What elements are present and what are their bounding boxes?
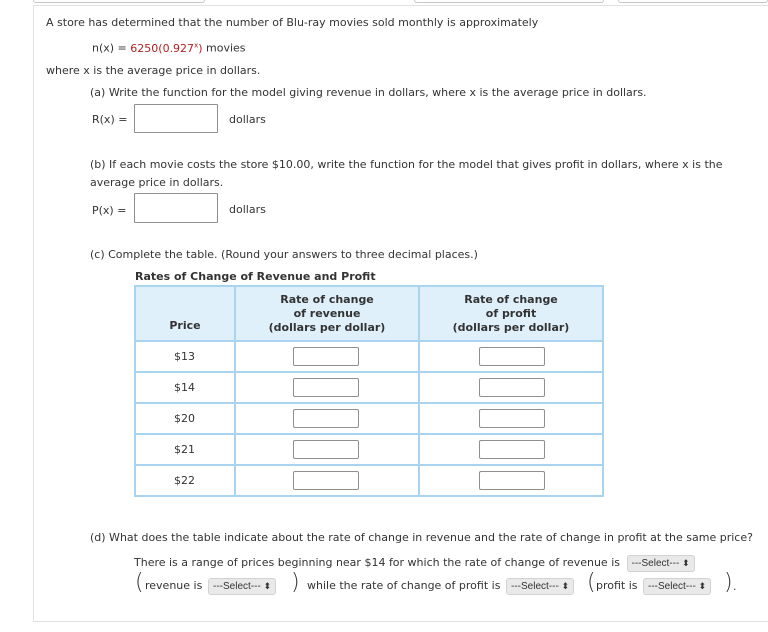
part-a-question: (a) Write the function for the model giving revenue in dollars, where x is the average price in dollars.: [90, 86, 647, 99]
profit-value-select[interactable]: ---Select--- ⬍: [643, 578, 711, 595]
chevron-updown-icon: ⬍: [682, 558, 690, 568]
intro-text: A store has determined that the number of Blu-ray movies sold monthly is approximately: [46, 16, 539, 29]
end-period: .: [733, 580, 737, 593]
tab-strip-middle: [414, 0, 604, 3]
revenue-rate-input[interactable]: [293, 409, 359, 428]
intro-where: where x is the average price in dollars.: [46, 64, 261, 77]
formula-line: [92, 41, 246, 55]
open-paren-profit: (: [587, 570, 596, 595]
table-row: [135, 372, 603, 403]
tab-strip-right: [618, 0, 768, 3]
close-paren-revenue: ): [291, 570, 300, 595]
header-profit: Rate of change of profit (dollars per dollar): [419, 286, 603, 341]
profit-unit: dollars: [229, 203, 266, 216]
price-cell: $20: [174, 412, 195, 425]
chevron-updown-icon: ⬍: [561, 581, 570, 591]
table-row: [135, 341, 603, 372]
header-price: Price: [135, 286, 235, 341]
revenue-unit: dollars: [229, 113, 266, 126]
profit-rate-input[interactable]: [479, 347, 545, 366]
profit-rate-input[interactable]: [479, 378, 545, 397]
sentence-start: There is a range of prices beginning near $14 for which the rate of change of revenue is: [134, 556, 620, 569]
profit-function-input[interactable]: [134, 193, 218, 223]
price-cell: $13: [174, 350, 195, 363]
profit-rate-input[interactable]: [479, 440, 545, 459]
profit-label: P(x) =: [92, 204, 127, 217]
formula-unit: movies: [206, 41, 246, 55]
table-row: [135, 465, 603, 496]
table-row: [135, 403, 603, 434]
table-title: Rates of Change of Revenue and Profit: [135, 270, 376, 283]
revenue-value-select[interactable]: ---Select--- ⬍: [208, 578, 276, 595]
revenue-rate-input[interactable]: [293, 440, 359, 459]
revenue-rate-select[interactable]: ---Select--- ⬍: [627, 555, 695, 572]
revenue-rate-input[interactable]: [293, 471, 359, 490]
chevron-updown-icon: ⬍: [263, 581, 272, 591]
close-paren-profit: ): [724, 570, 733, 595]
revenue-rate-input[interactable]: [293, 347, 359, 366]
revenue-rate-input[interactable]: [293, 378, 359, 397]
price-cell: $21: [174, 443, 195, 456]
part-b-question-line2: average price in dollars.: [90, 176, 224, 189]
part-d-question: (d) What does the table indicate about the rate of change in revenue and the rate of change in profit at the same price?: [90, 531, 753, 544]
chevron-updown-icon: ⬍: [698, 581, 707, 591]
part-c-question: (c) Complete the table. (Round your answers to three decimal places.): [90, 248, 478, 261]
while-text: while the rate of change of profit is: [307, 579, 501, 592]
tab-strip-left: [33, 0, 205, 3]
revenue-function-input[interactable]: [134, 104, 218, 133]
header-revenue: Rate of change of revenue (dollars per dollar): [235, 286, 419, 341]
revenue-label: R(x) =: [92, 113, 128, 126]
profit-rate-input[interactable]: [479, 409, 545, 428]
table-header-row: [135, 286, 603, 341]
profit-rate-input[interactable]: [479, 471, 545, 490]
table-row: [135, 434, 603, 465]
profit-rate-select[interactable]: ---Select--- ⬍: [506, 578, 574, 595]
part-d-sentence: [134, 555, 695, 572]
open-paren-revenue: (: [135, 570, 144, 595]
price-cell: $22: [174, 474, 195, 487]
profit-is-text: profit is: [596, 579, 638, 592]
price-cell: $14: [174, 381, 195, 394]
rates-table: [134, 285, 604, 497]
revenue-is-text: revenue is: [145, 579, 203, 592]
part-b-question-line1: (b) If each movie costs the store $10.00, write the function for the model that gives profit in dollars, where x is the: [90, 158, 723, 171]
formula-rhs: 6250(0.927$^x$): [130, 41, 203, 55]
formula-lhs: n(x) =: [92, 41, 127, 55]
